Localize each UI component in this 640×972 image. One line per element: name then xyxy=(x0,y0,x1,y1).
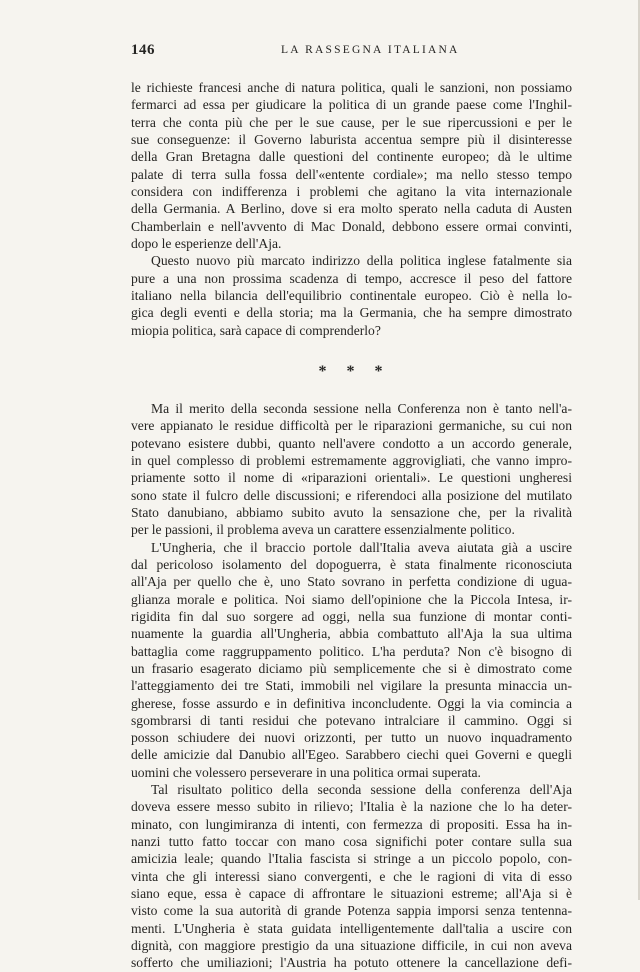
text-line: vere appianato le residue difficoltà per le riparazioni germaniche, su cui non xyxy=(131,418,572,434)
text-line: Ma il merito della seconda sessione nella Conferenza non è tanto nell'a- xyxy=(151,400,572,416)
text-line: sono state il fulcro delle discussioni; e riferendoci alla posizione del mutilato xyxy=(131,487,572,503)
text-line: della Gran Bretagna dalle questioni del continente europeo; dà le ultime xyxy=(131,149,572,165)
text-line: dopo le esperienze dell'Aja. xyxy=(131,235,282,251)
text-line: considera con indifferenza i problemi che agitano la vita internazionale xyxy=(131,183,572,199)
text-line: dignità, con maggiore prestigio da una situazione difficile, in cui non aveva xyxy=(131,938,572,954)
section-separator: * * * xyxy=(318,362,391,380)
text-line: rigidita fin dal suo sorgere ad oggi, nella sua funzione di montar conti- xyxy=(131,608,572,624)
text-line: nanzi tutto fatto toccar con mano cosa significhi poter contare sulla sua xyxy=(131,834,572,850)
text-line: all'Aja per quello che è, uno Stato sovrano in perfetta condizione di ugua- xyxy=(131,574,572,590)
text-line: potevano esistere dubbi, quanto nell'avere condotto a un accordo generale, xyxy=(131,435,572,451)
text-line: battaglia come raggruppamento politico. L'ha perduta? Non c'è bisogno di xyxy=(131,643,572,659)
paragraph-5 xyxy=(131,781,572,972)
text-line: un frasario esagerato diciamo più semplicemente che si è dimostrato come xyxy=(131,660,572,676)
text-line: Questo nuovo più marcato indirizzo della politica inglese fatalmente sia xyxy=(151,253,572,269)
running-title: LA RASSEGNA ITALIANA xyxy=(281,44,460,56)
paragraph-3 xyxy=(131,400,572,539)
text-line: per le passioni, il problema aveva un carattere essenzialmente politico. xyxy=(131,522,515,538)
page-header xyxy=(131,42,571,62)
text-line: L'Ungheria, che il braccio portole dall'Italia aveva aiutata già a uscire xyxy=(151,539,572,555)
text-line: delle amicizie dal Danubio all'Egeo. Sarabbero ciechi quei Governi e quegli xyxy=(131,747,572,763)
text-line: le richieste francesi anche di natura politica, quali le sanzioni, non possiamo xyxy=(131,80,572,95)
text-line: in quel complesso di problemi estremamente aggrovigliati, che vanno impro- xyxy=(131,452,572,468)
text-line: della Germania. A Berlino, dove si era molto sperato nella caduta di Austen xyxy=(131,201,572,217)
text-line: vinta che gli interessi siano convergenti, e che le ragioni di vita di esso xyxy=(131,868,572,884)
text-line: siano eque, essa è capace di affrontare le situazioni estreme; all'Aja si è xyxy=(131,886,572,902)
text-line: posson schiudere dei nuovi orizzonti, per tutto un nuovo inquadramento xyxy=(131,730,572,746)
page-number: 146 xyxy=(131,42,155,58)
text-line: sofferto che umiliazioni; l'Austria ha potuto ottenere la cancellazione defi- xyxy=(131,955,572,971)
paragraph-4 xyxy=(131,539,572,782)
article-body xyxy=(131,79,572,972)
text-line: terra che conta più che per le sue cause, per le sue ripercussioni e per le xyxy=(131,114,572,130)
text-line: sgombrarsi di tanti residui che potevano intralciare il cammino. Oggi si xyxy=(131,712,572,728)
text-line: minato, con lungimiranza di intenti, con fermezza di propositi. Essa ha in- xyxy=(131,816,572,832)
text-line: visto come la sua autorità di grande Potenza sappia imporsi senza tentenna- xyxy=(131,903,572,919)
text-line: dal pericoloso isolamento del dopoguerra, è stata finalmente riconosciuta xyxy=(131,556,572,572)
paragraph-1 xyxy=(131,79,572,252)
text-line: l'atteggiamento dei tre Stati, immobili nel vigilare la presunta minaccia un- xyxy=(131,678,572,694)
text-line: italiano nella bilancia dell'equilibrio continentale europeo. Ciò è nella lo- xyxy=(131,287,572,303)
text-line: palate di terra sulla fossa dell'«entente cordiale»; ma nello stesso tempo xyxy=(131,166,572,182)
text-line: uomini che volessero perseverare in una politica ormai superata. xyxy=(131,764,481,780)
text-line: fermarci ad essa per giudicare la politica di un grande paese come l'Inghil- xyxy=(131,97,572,113)
text-line: menti. L'Ungheria è stata guidata intelligentemente dall'talia a uscire con xyxy=(131,920,572,936)
text-line: glianza morale e politica. Noi siamo dell'opinione che la Piccola Intesa, ir- xyxy=(131,591,572,607)
text-line: pure a una non prossima scadenza di tempo, accresce il peso del fattore xyxy=(131,270,572,286)
text-line: amicizia leale; quando l'Italia fascista si stringe a un piccolo popolo, con- xyxy=(131,851,572,867)
text-line: doveva essere messo subito in rilievo; l'Italia è la nazione che lo ha deter- xyxy=(131,799,572,815)
text-line: sue conseguenze: il Governo laburista accentua sempre più il disinteresse xyxy=(131,131,572,147)
text-line: nuamente la guardia all'Ungheria, abbia combattuto all'Aja la sua ultima xyxy=(131,626,572,642)
text-line: Stato danubiano, abbiamo subito avuto la sensazione che, per la rivalità xyxy=(131,504,572,520)
text-line: Chamberlain e nell'avvento di Mac Donald, debbono essere ormai convinti, xyxy=(131,218,572,234)
paragraph-2 xyxy=(131,252,572,339)
text-line: priamente sotto il nome di «riparazioni orientali». Le questioni ungheresi xyxy=(131,470,572,486)
text-line: miopia politica, sarà capace di comprenderlo? xyxy=(131,322,381,338)
text-line: gica degli eventi e della storia; ma la Germania, che ha sempre dimostrato xyxy=(131,305,572,321)
text-line: Tal risultato politico della seconda sessione della conferenza dell'Aja xyxy=(151,782,572,798)
text-line: gherese, fosse assurdo e in definitiva inconcludente. Oggi la via comincia a xyxy=(131,695,572,711)
